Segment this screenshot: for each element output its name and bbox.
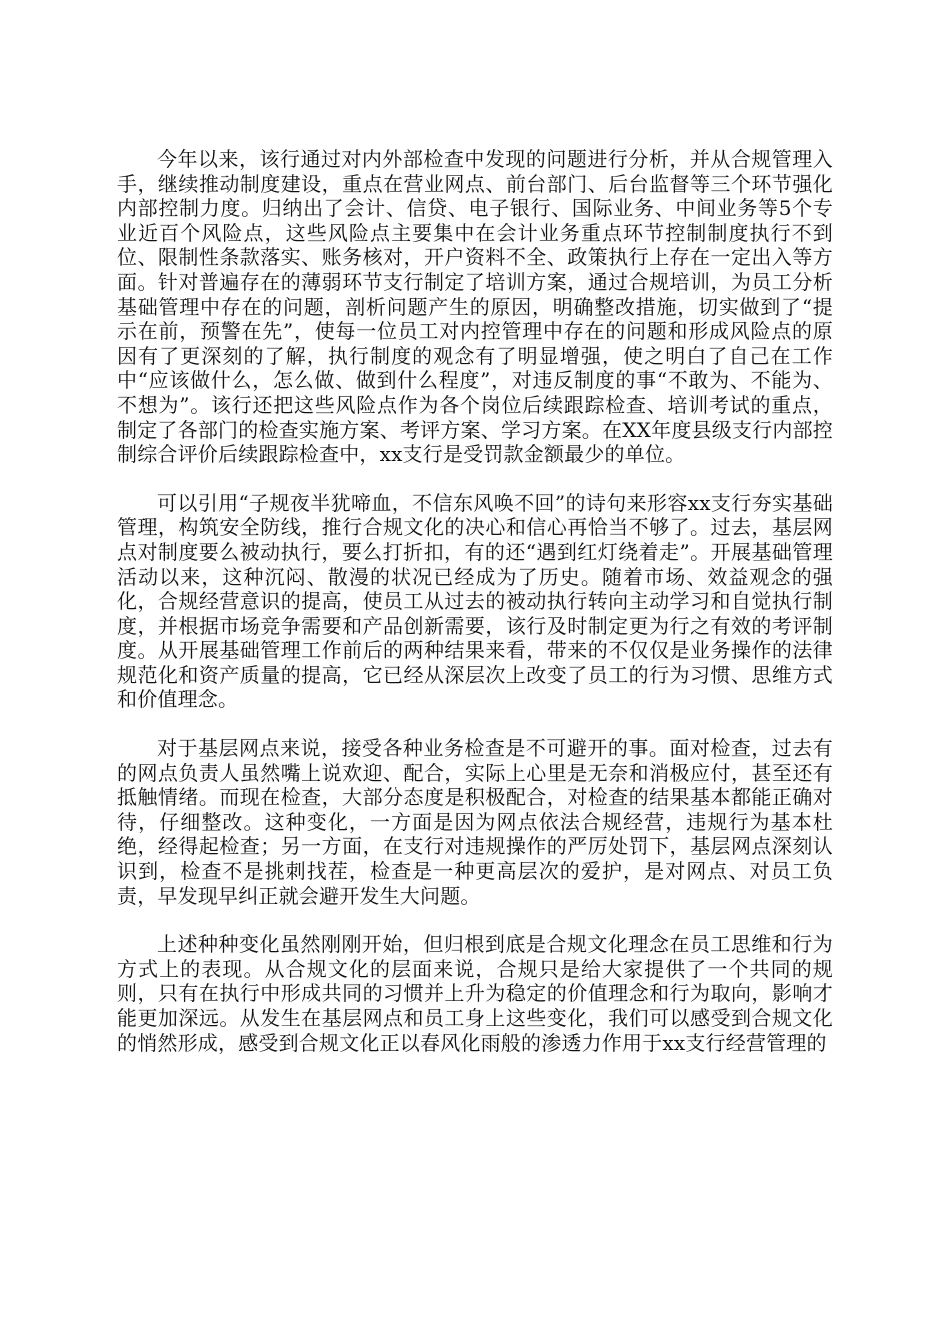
paragraph-compliance-resolve: 可以引用“子规夜半犹啼血，不信东风唤不回”的诗句来形容xx支行夯实基础管理，构筑安全防线，推行合规文化的决心和信心再恰当不够了。过去，基层网点对制度要么被动执行，要么打折扣，有的还“遇到红灯绕着走”。开展基础管理活动以来，这种沉闷、散漫的状况已经成为了历史。随着市场、效益观念的强化，合规经营意识的提高，使员工从过去的被动执行转向主动学习和自觉执行制度，并根据市场竞争需要和产品创新需要，该行及时制定更为行之有效的考评制度。从开展基础管理工作前后的两种结果来看，带来的不仅仅是业务操作的法律规范化和资产质量的提高，它已经从深层次上改变了员工的行为习惯、思维方式和价值理念。	[117, 490, 833, 712]
paragraph-compliance-culture: 上述种种变化虽然刚刚开始，但归根到底是合规文化理念在员工思维和行为方式上的表现。从合规文化的层面来说，合规只是给大家提供了一个共同的规则，只有在执行中形成共同的习惯并上升为稳定的价值理念和行为取向，影响才能更加深远。从发生在基层网点和员工身上这些变化，我们可以感受到合规文化的悄然形成，感受到合规文化正以春风化雨般的渗透力作用于xx支行经营管理的	[117, 932, 833, 1055]
paragraph-inspection-attitude: 对于基层网点来说，接受各种业务检查是不可避开的事。面对检查，过去有的网点负责人虽然嘴上说欢迎、配合，实际上心里是无奈和消极应付，甚至还有抵触情绪。而现在检查，大部分态度是积极配合，对检查的结果基本都能正确对待，仔细整改。这种变化，一方面是因为网点依法合规经营，违规行为基本杜绝，经得起检查；另一方面，在支行对违规操作的严厉处罚下，基层网点深刻认识到，检查不是挑刺找茬，检查是一种更高层次的爱护，是对网点、对员工负责，早发现早纠正就会避开发生大问题。	[117, 736, 833, 908]
document-body	[117, 147, 833, 1055]
paragraph-internal-control: 今年以来，该行通过对内外部检查中发现的问题进行分析，并从合规管理入手，继续推动制度建设，重点在营业网点、前台部门、后台监督等三个环节强化内部控制力度。归纳出了会计、信贷、电子银行、国际业务、中间业务等5个专业近百个风险点，这些风险点主要集中在会计业务重点环节控制制度执行不到位、限制性条款落实、账务核对，开户资料不全、政策执行上存在一定出入等方面。针对普遍存在的薄弱环节支行制定了培训方案，通过合规培训，为员工分析基础管理中存在的问题，剖析问题产生的原因，明确整改措施，切实做到了“提示在前，预警在先”，使每一位员工对内控管理中存在的问题和形成风险点的原因有了更深刻的了解，执行制度的观念有了明显增强，使之明白了自己在工作中“应该做什么，怎么做、做到什么程度”，对违反制度的事“不敢为、不能为、不想为”。该行还把这些风险点作为各个岗位后续跟踪检查、培训考试的重点，制定了各部门的检查实施方案、考评方案、学习方案。在XX年度县级支行内部控制综合评价后续跟踪检查中，xx支行是受罚款金额最少的单位。	[117, 147, 833, 467]
